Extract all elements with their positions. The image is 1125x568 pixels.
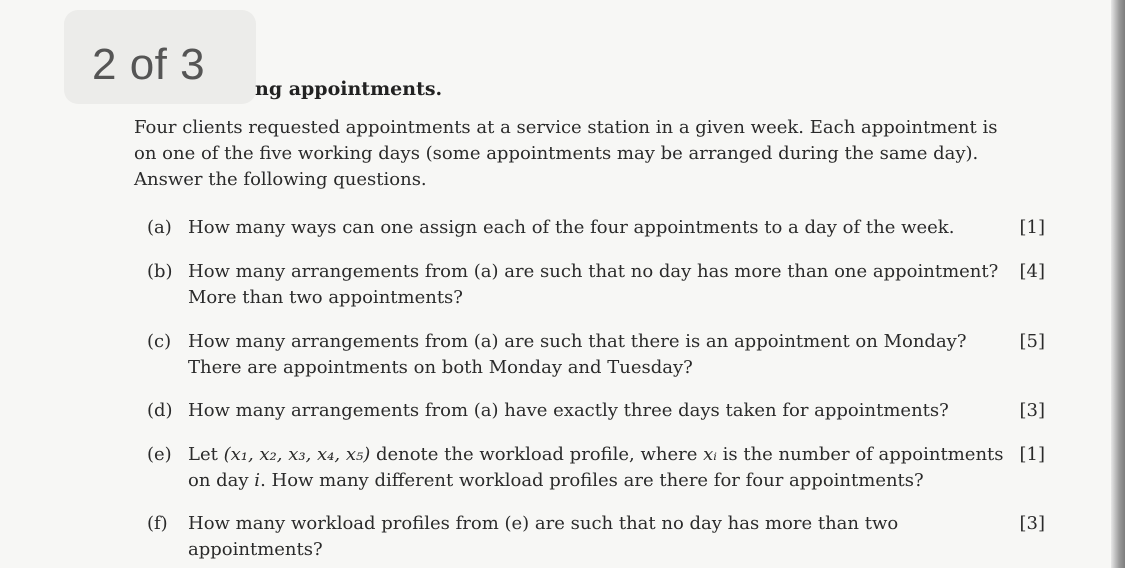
problem-intro: Four clients requested appointments at a service station in a given week. Each appointment is on one of the five working days (some appointments may be arranged during the same day). Answer the following questions. xyxy=(134,117,998,190)
question-text-continued: There are appointments on both Monday and Tuesday? xyxy=(188,357,693,378)
question-marks: [1] xyxy=(1019,217,1045,238)
question-marks: [5] xyxy=(1019,331,1045,352)
question-text: How many arrangements from (a) have exactly three days taken for appointments? xyxy=(188,400,949,421)
page-edge-shadow xyxy=(1111,0,1125,568)
question-marks: [3] xyxy=(1019,400,1045,421)
question-text: How many ways can one assign each of the four appointments to a day of the week. xyxy=(188,217,955,238)
question-marks: [1] xyxy=(1019,444,1045,465)
question-text-continued: on day i. How many different workload profiles are there for four appointments? xyxy=(188,470,924,491)
question-text: How many workload profiles from (e) are such that no day has more than two appointments? xyxy=(188,513,899,560)
math-tuple: (x₁, x₂, x₃, x₄, x₅) xyxy=(223,444,371,465)
section-heading: ng appointments. xyxy=(255,78,443,100)
question-text-continued: More than two appointments? xyxy=(188,287,463,308)
math-variable: i xyxy=(254,470,261,491)
question-label: (e) xyxy=(147,444,172,465)
question-label: (d) xyxy=(147,400,173,421)
question-marks: [3] xyxy=(1019,513,1045,534)
question-text: How many arrangements from (a) are such that there is an appointment on Monday? xyxy=(188,331,967,352)
page-indicator xyxy=(64,10,256,104)
page-indicator-text: 2 of 3 xyxy=(92,40,206,89)
question-marks: [4] xyxy=(1019,261,1045,282)
question-text: Let (x₁, x₂, x₃, x₄, x₅) denote the workload profile, where xᵢ is the number of appointments xyxy=(188,444,1004,465)
question-label: (f) xyxy=(147,513,168,534)
question-text: How many arrangements from (a) are such that no day has more than one appointment? xyxy=(188,261,999,282)
question-label: (c) xyxy=(147,331,172,352)
math-variable: xᵢ xyxy=(703,444,717,465)
question-label: (b) xyxy=(147,261,173,282)
question-label: (a) xyxy=(147,217,172,238)
